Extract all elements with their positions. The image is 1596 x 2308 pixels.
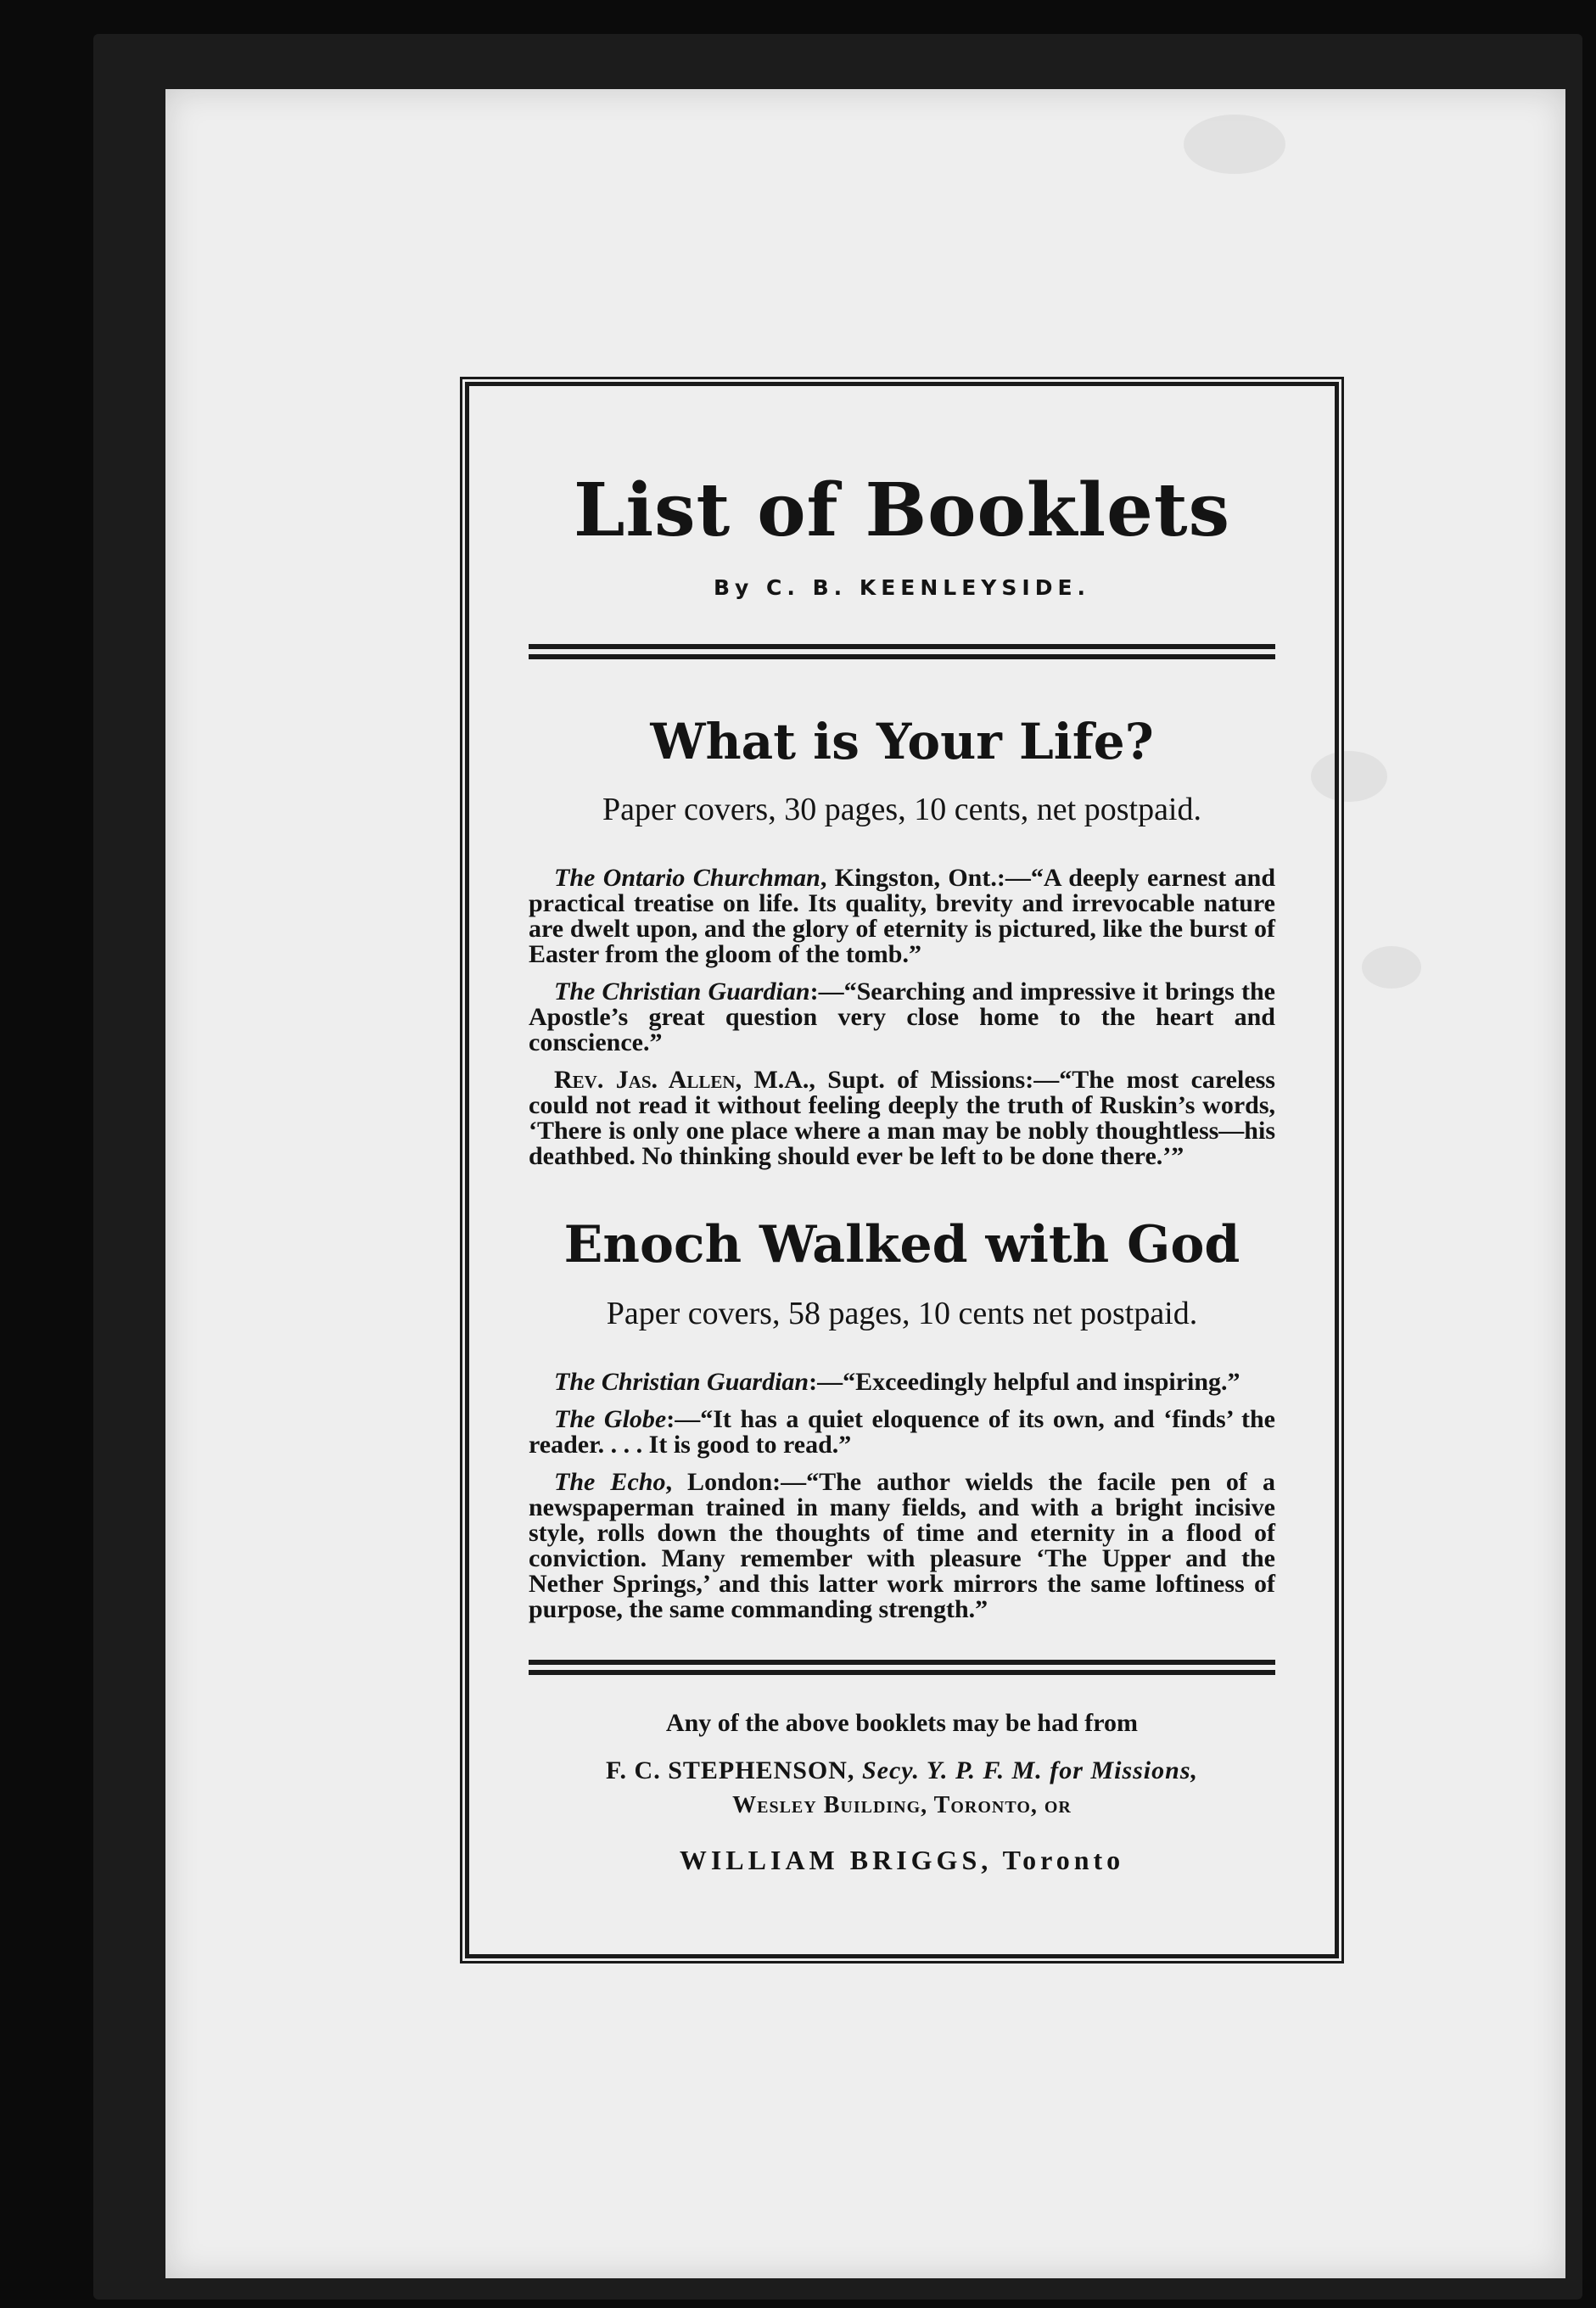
agent-name: F. C. STEPHENSON, [605, 1756, 862, 1785]
review-text: :—“Exceedingly helpful and inspiring.” [809, 1368, 1240, 1397]
booklet-details: Paper covers, 58 pages, 10 cents net postpaid. [606, 1296, 1198, 1332]
review-source-location: , M.A., Supt. of Missions [735, 1066, 1026, 1095]
advertisement-frame [465, 382, 1339, 1958]
review-source: The Christian Guardian [554, 1368, 809, 1397]
availability-note: Any of the above booklets may be had from [665, 1709, 1139, 1738]
review-text: :—“The author wields the facile pen of a newspaperman trained in many fields, and with a bright incisive style, rolls down the thoughts of time and eternity in a flood of conviction. Many remember with pleasure ‘The Upper and the Nether Springs,’ and this latter work mirrors the same loftiness of purpose, the same commanding strength.” [529, 1468, 1275, 1624]
review-quote [529, 1067, 1275, 1169]
booklet-details: Paper covers, 30 pages, 10 cents, net postpaid. [602, 792, 1201, 828]
review-source: The Echo [554, 1468, 666, 1497]
double-rule-divider [529, 644, 1275, 659]
review-source-location: , Kingston, Ont. [820, 864, 997, 893]
agent-title: Secy. Y. P. F. M. for Missions, [861, 1756, 1199, 1785]
page-stain [1184, 115, 1285, 174]
review-source: The Ontario Churchman [554, 864, 820, 893]
ordering-info [529, 1709, 1275, 1876]
page-stain [1362, 946, 1421, 989]
review-source: The Christian Guardian [554, 978, 810, 1006]
publisher-name: WILLIAM BRIGGS, Toronto [679, 1845, 1125, 1876]
review-text: :—“A deeply earnest and practical treatise on life. Its quality, brevity and irrevocable nature are dwelt upon, and the glory of eternity is pictured, like the burst of Easter from the gloom of the tomb.” [529, 864, 1276, 969]
review-source-location: , London [665, 1468, 773, 1497]
review-list [529, 1370, 1275, 1622]
booklet-entry [529, 1217, 1275, 1622]
review-quote [529, 1470, 1275, 1622]
review-quote [529, 866, 1275, 967]
booklet-title: Enoch Walked with God [563, 1215, 1240, 1275]
agent-address: Wesley Building, Toronto, or [732, 1792, 1072, 1819]
review-quote [529, 979, 1275, 1056]
agent-line [529, 1756, 1275, 1785]
review-quote [529, 1370, 1275, 1395]
review-quote [529, 1407, 1275, 1458]
review-source: The Globe [554, 1405, 667, 1434]
review-text: :—“The most careless could not read it without feeling deeply the truth of Ruskin’s words, ‘There is only one place where a man may be nobly thoughtless—his deathbed. No thinking should ever be left to be done there.’” [529, 1066, 1275, 1171]
review-list [529, 866, 1275, 1169]
review-text: :—“It has a quiet eloquence of its own, and ‘finds’ the reader. . . . It is good to read.” [529, 1405, 1275, 1459]
booklet-entry [529, 712, 1276, 1171]
review-source: Rev. Jas. Allen [554, 1066, 736, 1095]
double-rule-divider [529, 1660, 1275, 1675]
review-text: :—“Searching and impressive it brings the Apostle’s great question very close home to the heart and conscience.” [529, 978, 1275, 1057]
booklet-title: What is Your Life? [650, 712, 1154, 770]
author-byline: By C. B. KEENLEYSIDE. [713, 574, 1091, 600]
page-title: List of Booklets [573, 468, 1231, 553]
